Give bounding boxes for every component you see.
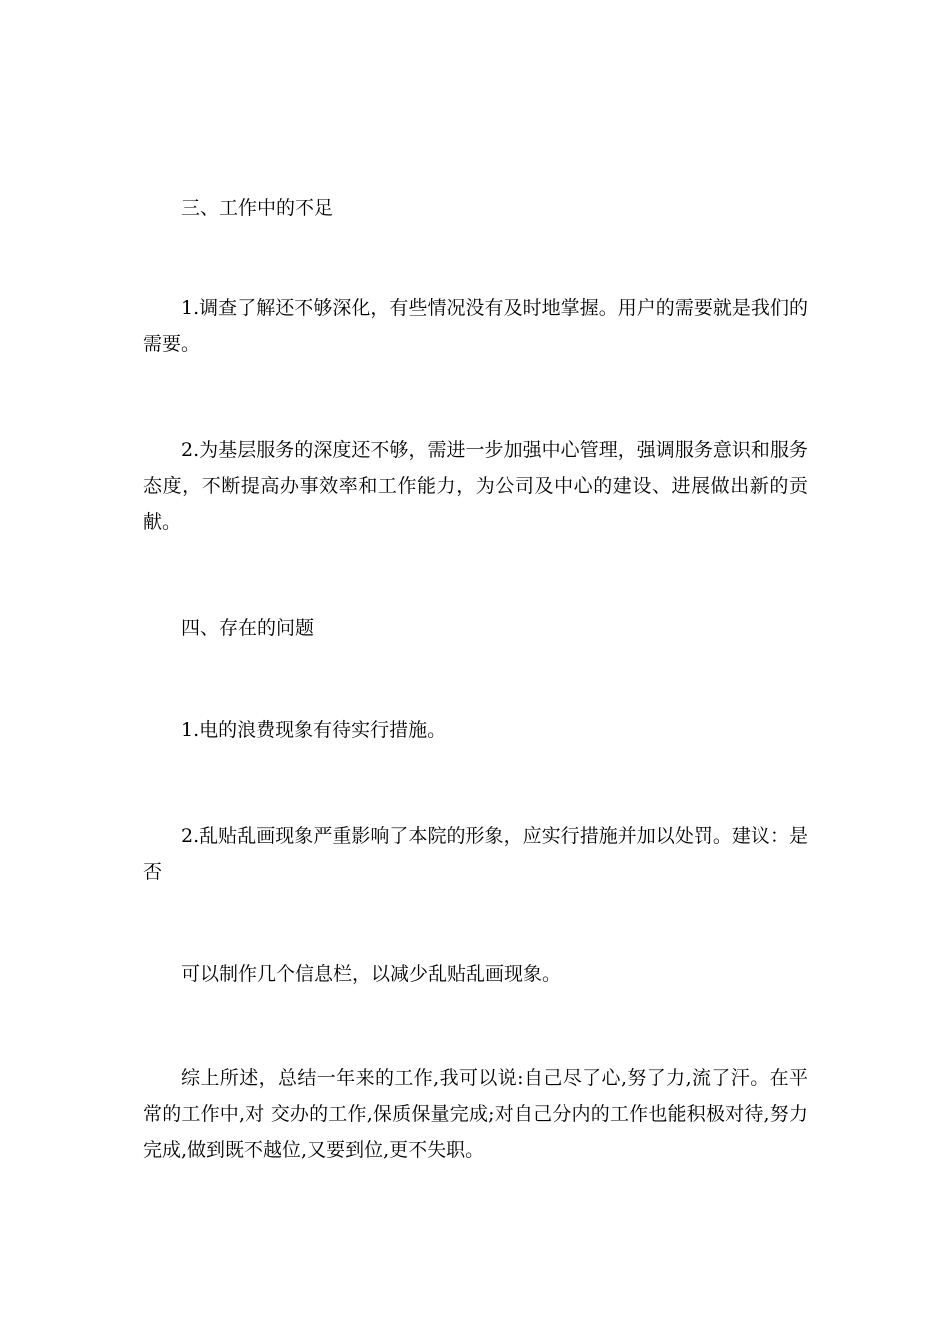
section-heading-shortcomings: 三、工作中的不足 (181, 197, 334, 219)
problem-item-2: 2.乱贴乱画现象严重影响了本院的形象，应实行措施并加以处罚。建议：是否 (143, 825, 808, 883)
shortcoming-item-1: 1.调查了解还不够深化，有些情况没有及时地掌握。用户的需要就是我们的需要。 (143, 297, 808, 355)
problem-item-1: 1.电的浪费现象有待实行措施。 (181, 719, 447, 741)
suggestion-text: 可以制作几个信息栏，以减少乱贴乱画现象。 (181, 963, 562, 985)
shortcoming-item-2: 2.为基层服务的深度还不够，需进一步加强中心管理，强调服务意识和服务态度，不断提高办事效率和工作能力，为公司及中心的建设、进展做出新的贡献。 (143, 439, 808, 533)
section-heading-problems: 四、存在的问题 (181, 617, 315, 639)
summary-paragraph: 综上所述，总结一年来的工作,我可以说:自己尽了心,努了力,流了汗。在平常的工作中,对 交办的工作,保质保量完成;对自己分内的工作也能积极对待,努力完成,做到既不越位,又要到位,更不失职。 (143, 1067, 808, 1161)
